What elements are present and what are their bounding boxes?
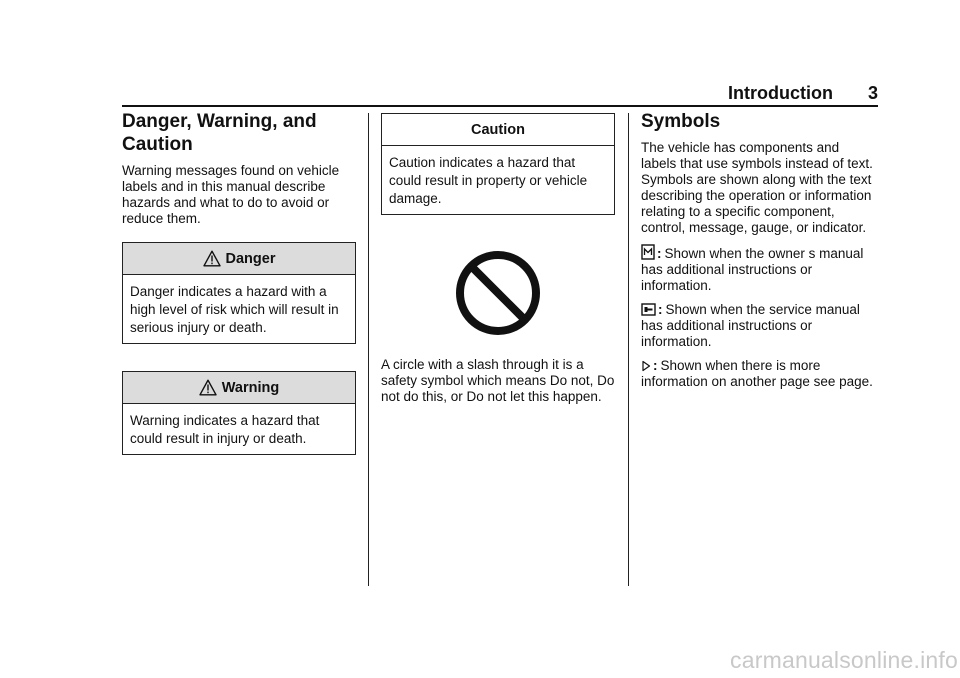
caution-box — [381, 113, 615, 215]
header-rule — [122, 105, 878, 107]
watermark: carmanualsonline.info — [730, 647, 958, 673]
column-divider — [628, 113, 629, 586]
danger-title: Danger — [225, 250, 276, 267]
symbol-item-see-page: : Shown when there is more information on another page see page. — [641, 358, 873, 389]
prohibition-icon — [452, 247, 544, 339]
danger-text: Danger indicates a hazard with a high level of risk which will result in serious injury or death. — [130, 284, 339, 335]
warning-triangle-icon — [199, 379, 217, 396]
caution-title: Caution — [471, 121, 525, 138]
page-number: 3 — [867, 83, 878, 103]
warning-title: Warning — [221, 379, 280, 396]
service-manual-icon — [641, 303, 656, 316]
owner-manual-icon — [641, 244, 655, 260]
page-header — [0, 81, 878, 105]
warning-triangle-icon — [203, 250, 221, 267]
see-page-icon — [641, 360, 651, 372]
column-divider — [368, 113, 369, 586]
symbol-item-owner-manual: : Shown when the owner s manual has additional instructions or information. — [641, 246, 864, 293]
column-2 — [381, 113, 615, 405]
caution-box-header — [382, 114, 614, 146]
danger-box-header — [123, 243, 355, 275]
symbol-item-service-manual: : Shown when the service manual has additional instructions or information. — [641, 302, 860, 349]
section-title: Introduction — [728, 83, 833, 103]
slash-symbol-text: A circle with a slash through it is a safety symbol which means Do not, Do not do this, or Do not let this happen. — [381, 357, 615, 404]
warning-text: Warning indicates a hazard that could result in injury or death. — [130, 413, 320, 446]
caution-text: Caution indicates a hazard that could result in property or vehicle damage. — [389, 155, 588, 206]
intro-paragraph: Warning messages found on vehicle labels and in this manual describe hazards and what to do to avoid or reduce them. — [122, 163, 340, 226]
column-3 — [641, 110, 878, 390]
symbols-heading: Symbols — [641, 111, 721, 132]
warning-box — [122, 371, 356, 455]
section-heading: Danger, Warning, and Caution — [122, 111, 317, 155]
column-1 — [122, 110, 356, 455]
danger-box — [122, 242, 356, 344]
symbols-intro: The vehicle has components and labels that use symbols instead of text. Symbols are shown along with the text describing the operation or information relating to a specific component, control, message, gauge, or indicator. — [641, 140, 873, 235]
warning-box-header — [123, 372, 355, 404]
